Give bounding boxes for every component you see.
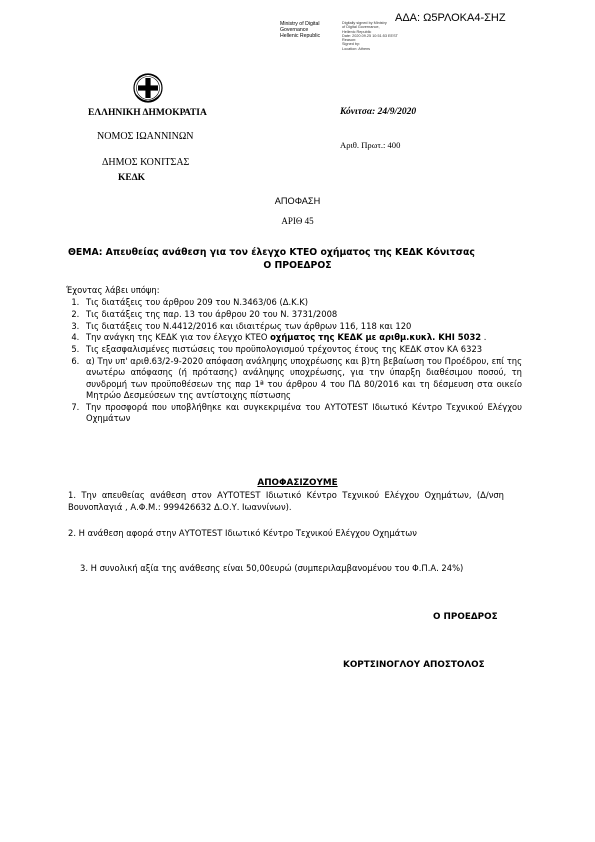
decision-number: ΑΡΙΘ 45 — [281, 216, 314, 226]
decision-point-2: 2. Η ανάθεση αφορά στην ΑΥΤΟΤΕST Ιδιωτικό Κέντρο Τεχνικού Ελέγχου Οχημάτων — [68, 528, 417, 538]
decision-point-1: 1. Την απευθείας ανάθεση στον ΑΥΤΟΤΕST Ιδιωτικό Κέντρο Τεχνικού Ελέγχου Οχημάτων, (Δ/νση Βουνοπλαγιά , Α.Φ.Μ.: 999426632 Δ.Ο.Υ. Ιωαννίνων). — [68, 490, 504, 512]
signature-line: Ministry of Digital — [280, 21, 320, 27]
list-item: 2. Τις διατάξεις της παρ. 13 του άρθρου 20 του Ν. 3731/2008 — [82, 309, 522, 320]
signature-detail: Digitally signed by Ministry — [342, 21, 387, 25]
ada-code: ΑΔΑ: Ω5ΡΛΟΚΑ4-ΣΗΖ — [395, 12, 506, 24]
list-item: 6. α) Την υπ' αριθ.63/2-9-2020 απόφαση ανάληψης υποχρέωσης και β)τη βεβαίωση του Προέδρου, επί της ανωτέρω απόφασης (ή πρότασης) ανάληψης υποχρέωσης, για την ύπαρξη διαθέσιμου ποσού, τη συνδρομή των προϋποθέσεων της παρ 1ª του άρθρου 4 του ΠΔ 80/2016 και τη δέσμευση στα οικείο Μητρώο Δεσμεύσεων της αντίστοιχης πίστωσης — [82, 356, 522, 402]
protocol-number: Αριθ. Πρωτ.: 400 — [340, 140, 401, 150]
signer-name: ΚΟΡΤΣΙΝΟΓΛΟΥ ΑΠΟΣΤΟΛΟΣ — [343, 660, 485, 670]
subject-text: Απευθείας ανάθεση για τον έλεγχο ΚΤΕΟ οχήματος της ΚΕΔΚ Κόνιτσας — [105, 247, 475, 258]
signature-line: Hellenic Republic — [280, 33, 321, 39]
signer-title: Ο ΠΡΟΕΔΡΟΣ — [433, 612, 498, 622]
signature-detail: Date: 2020.09.25 10:51:53 EEST — [342, 33, 398, 38]
issuer-heading: Ο ΠΡΟΕΔΡΟΣ — [263, 260, 332, 271]
decide-heading: ΑΠΟΦΑΣΙΖΟΥΜΕ — [257, 478, 338, 488]
list-item: 3. Τις διατάξεις του Ν.4412/2016 και ιδιαιτέρως των άρθρων 116, 118 και 120 — [82, 321, 522, 332]
signature-detail: Signed by: — [342, 42, 360, 47]
header-entity: ΚΕΔΚ — [118, 173, 146, 183]
subject-line — [68, 247, 475, 258]
decision-title: ΑΠΟΦΑΣΗ — [274, 196, 321, 206]
considerations-list — [68, 297, 522, 425]
header-republic: ΕΛΛΗΝΙΚΗ ΔΗΜΟΚΡΑΤΙΑ — [88, 108, 207, 118]
signature-org — [280, 21, 342, 39]
signature-detail: of Digital Governance, — [342, 25, 380, 30]
header-prefecture: ΝΟΜΟΣ ΙΩΑΝΝΙΝΩΝ — [97, 131, 194, 142]
greek-coat-of-arms-icon — [133, 73, 163, 107]
vehicle-plate: οχήματος της ΚΕΔΚ με αριθμ.κυκλ. ΚΗΙ 5032 — [270, 332, 482, 343]
list-item: 4. Την ανάγκη της ΚΕΔΚ για τον έλεγχο ΚΤΕΟ οχήματος της ΚΕΔΚ με αριθμ.κυκλ. ΚΗΙ 5032 . — [82, 332, 522, 343]
signature-details — [342, 21, 422, 51]
intro-text: Έχοντας λάβει υπόψη: — [66, 285, 160, 295]
decision-point-3: 3. Η συνολική αξία της ανάθεσης είναι 50,00ευρώ (συμπεριλαμβανομένου του Φ.Π.Α. 24%) — [80, 563, 464, 573]
signature-detail: Reason: — [342, 38, 357, 43]
list-item: 1. Τις διατάξεις του άρθρου 209 του Ν.3463/06 (Δ.Κ.Κ) — [82, 297, 522, 308]
place-date: Κόνιτσα: 24/9/2020 — [340, 107, 417, 117]
list-item: 7. Την προσφορά που υποβλήθηκε και συγκεκριμένα του ΑΥΤΟΤΕST Ιδιωτικό Κέντρο Τεχνικού Ελέγχου Οχημάτων — [82, 402, 522, 425]
signature-line: Governance — [280, 27, 309, 33]
signature-detail: Hellenic Republic — [342, 29, 372, 34]
subject-label: ΘΕΜΑ: — [68, 247, 103, 258]
header-municipality: ΔΗΜΟΣ ΚΟΝΙΤΣΑΣ — [102, 157, 190, 168]
signature-detail: Location: Athens — [342, 46, 371, 51]
list-item: 5. Τις εξασφαλισμένες πιστώσεις του προϋπολογισμού τρέχοντος έτους της ΚΕΔΚ στον ΚΑ 6323 — [82, 344, 522, 355]
